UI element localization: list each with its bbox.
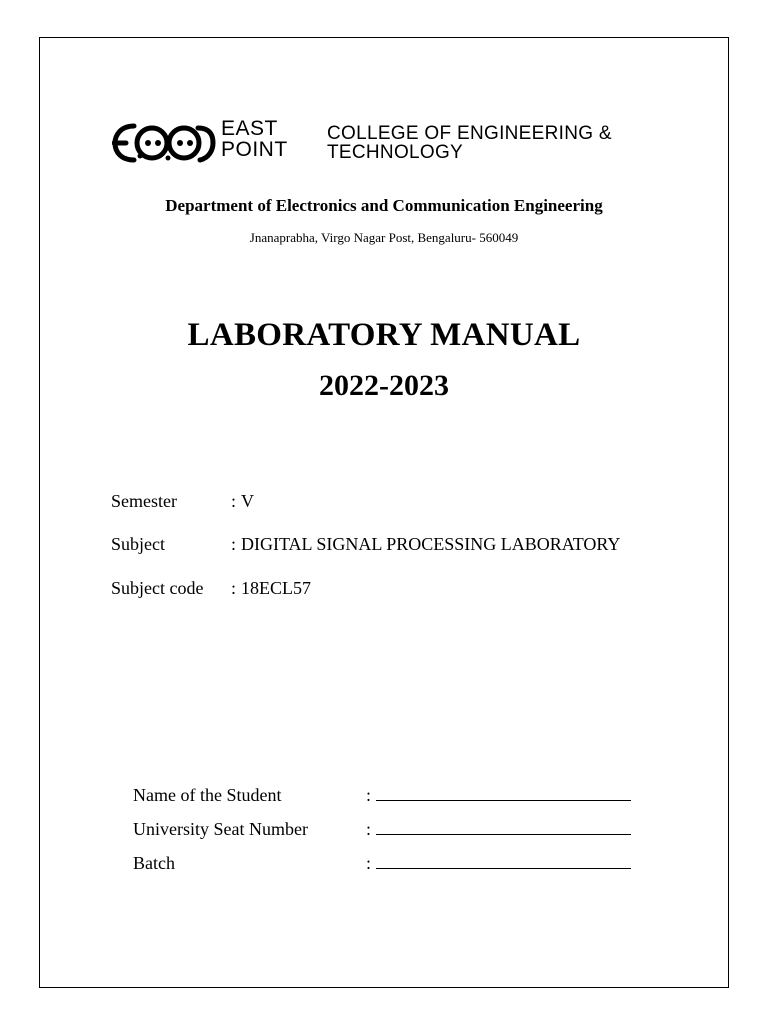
- student-field-separator: :: [366, 853, 372, 873]
- student-row-usn: [133, 817, 631, 841]
- info-separator: :: [231, 578, 237, 598]
- student-field-separator: :: [366, 819, 372, 839]
- info-separator: :: [231, 534, 237, 554]
- logo-line-point: POINT: [221, 138, 288, 161]
- student-field-label: University Seat Number: [133, 819, 308, 839]
- info-value: 18ECL57: [241, 578, 312, 598]
- logo-college-line2: TECHNOLOGY: [327, 142, 464, 163]
- logo-college-name: [327, 124, 612, 162]
- info-label: Subject code: [111, 578, 204, 598]
- logo-line-east: EAST: [221, 117, 278, 140]
- student-field-label: Batch: [133, 853, 175, 873]
- student-row-batch: [133, 851, 631, 875]
- info-label: Subject: [111, 534, 165, 554]
- info-row-subject-code: [111, 576, 311, 600]
- info-value: DIGITAL SIGNAL PROCESSING LABORATORY: [241, 534, 621, 554]
- info-value: V: [241, 491, 255, 511]
- college-logo: [112, 118, 677, 168]
- seat-number-blank-line[interactable]: [376, 817, 631, 835]
- east-point-logo-icon: [112, 120, 216, 166]
- student-field-separator: :: [366, 785, 372, 805]
- batch-blank-line[interactable]: [376, 851, 631, 869]
- department-heading: Department of Electronics and Communication Engineering: [165, 196, 603, 215]
- info-row-subject: [111, 532, 620, 556]
- academic-year: 2022-2023: [319, 369, 449, 402]
- info-row-semester: [111, 489, 254, 513]
- manual-title: LABORATORY MANUAL: [187, 317, 581, 353]
- info-separator: :: [231, 491, 237, 511]
- student-row-name: [133, 783, 631, 807]
- student-field-label: Name of the Student: [133, 785, 282, 805]
- logo-wordmark: [221, 118, 288, 160]
- logo-college-line1: COLLEGE OF ENGINEERING &: [327, 123, 612, 144]
- college-address: Jnanaprabha, Virgo Nagar Post, Bengaluru- 560049: [249, 230, 519, 245]
- info-label: Semester: [111, 491, 177, 511]
- student-name-blank-line[interactable]: [376, 783, 631, 801]
